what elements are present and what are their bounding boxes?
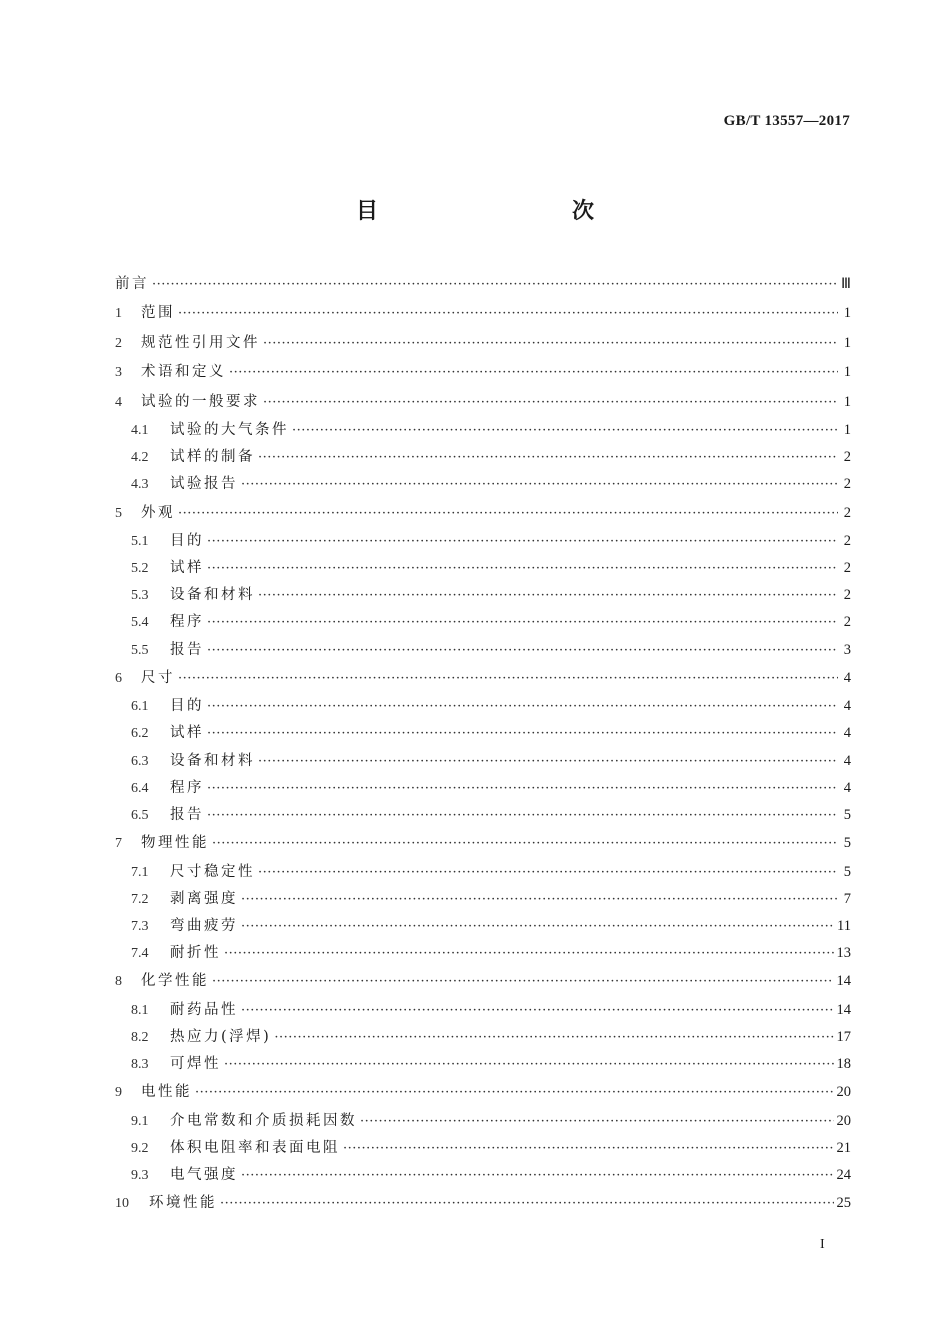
toc-entry[interactable] — [115, 802, 851, 829]
toc-entry-number: 9.2 — [131, 1140, 149, 1156]
toc-entry-number: 8.3 — [131, 1057, 149, 1073]
toc-entry-page: 3 — [843, 641, 851, 658]
toc-entry-number: 7.3 — [131, 918, 149, 934]
toc-entry-page: 18 — [836, 1056, 851, 1073]
toc-entry-page: 7 — [843, 890, 851, 907]
toc-leader-dots — [258, 859, 838, 886]
toc-entry-page: 2 — [843, 532, 851, 549]
toc-entry-number: 6.5 — [131, 807, 149, 823]
toc-leader-dots — [241, 886, 838, 913]
toc-entry-label: 试验的一般要求 — [141, 393, 260, 410]
toc-entry-label: 试样 — [170, 560, 204, 577]
toc-leader-dots — [258, 748, 838, 775]
toc-entry-label: 术语和定义 — [141, 364, 226, 381]
toc-entry-number: 8 — [115, 974, 122, 990]
toc-entry-page: 11 — [837, 917, 851, 934]
toc-entry-number: 6.2 — [131, 726, 149, 742]
toc-entry[interactable] — [115, 471, 851, 498]
toc-entry-number: 3 — [115, 365, 122, 381]
toc-entry-page: 5 — [843, 835, 851, 852]
toc-entry[interactable] — [115, 859, 851, 886]
toc-leader-dots — [241, 997, 834, 1024]
toc-leader-dots — [258, 444, 838, 471]
toc-entry-label: 报告 — [170, 806, 204, 823]
toc-leader-dots — [274, 1024, 833, 1051]
toc-entry[interactable] — [115, 299, 851, 328]
toc-entry-number: 6 — [115, 670, 122, 686]
toc-leader-dots — [241, 471, 838, 498]
toc-entry[interactable] — [115, 444, 851, 471]
toc-leader-dots — [343, 1135, 834, 1162]
table-of-contents — [115, 270, 851, 1219]
toc-leader-dots — [224, 940, 834, 967]
toc-entry-number: 5.3 — [131, 588, 149, 604]
toc-entry-number: 6.3 — [131, 753, 149, 769]
toc-entry[interactable] — [115, 358, 851, 387]
toc-entry-page: 14 — [836, 973, 851, 990]
toc-entry-page: 21 — [836, 1139, 851, 1156]
toc-entry-page: 4 — [843, 725, 851, 742]
toc-leader-dots — [207, 802, 838, 829]
toc-entry-number: 9.1 — [131, 1113, 149, 1129]
toc-entry[interactable] — [115, 499, 851, 528]
toc-entry-label: 试样的制备 — [170, 449, 255, 466]
toc-entry[interactable] — [115, 913, 851, 940]
toc-entry-label: 电性能 — [141, 1084, 192, 1101]
toc-entry-label: 化学性能 — [141, 973, 209, 990]
page-title: 目 次 — [355, 199, 644, 224]
toc-entry-label: 设备和材料 — [170, 752, 255, 769]
toc-leader-dots — [207, 609, 838, 636]
toc-leader-dots — [207, 693, 838, 720]
toc-entry-label: 目的 — [170, 532, 204, 549]
toc-entry-page: 5 — [843, 806, 851, 823]
toc-entry-page: 1 — [843, 393, 851, 410]
toc-entry-label: 剥离强度 — [170, 890, 238, 907]
toc-entry[interactable] — [115, 1135, 851, 1162]
toc-entry[interactable] — [115, 555, 851, 582]
toc-entry-number: 7.2 — [131, 891, 149, 907]
toc-leader-dots — [241, 913, 834, 940]
toc-entry-number: 7.1 — [131, 864, 149, 880]
toc-entry-label: 外观 — [141, 504, 175, 521]
toc-entry-label: 介电常数和介质损耗因数 — [170, 1112, 357, 1129]
toc-entry[interactable] — [115, 967, 851, 996]
toc-entry-label: 热应力(浮焊) — [170, 1028, 272, 1045]
toc-entry[interactable] — [115, 329, 851, 358]
toc-entry-page: Ⅲ — [841, 276, 851, 292]
toc-entry-page: 2 — [843, 504, 851, 521]
toc-leader-dots — [258, 582, 838, 609]
toc-entry-page: 2 — [843, 560, 851, 577]
toc-entry-label: 程序 — [170, 614, 204, 631]
toc-entry[interactable] — [115, 664, 851, 693]
toc-entry-label: 规范性引用文件 — [141, 334, 260, 351]
toc-entry-label: 目的 — [170, 698, 204, 715]
toc-entry[interactable] — [115, 940, 851, 967]
toc-leader-dots — [178, 499, 838, 528]
toc-entry-page: 1 — [843, 305, 851, 322]
toc-entry-number: 5 — [115, 505, 122, 521]
toc-entry[interactable] — [115, 1162, 851, 1189]
toc-entry-number: 10 — [115, 1196, 129, 1212]
toc-leader-dots — [207, 528, 838, 555]
toc-leader-dots — [241, 1162, 834, 1189]
toc-entry-page: 4 — [843, 669, 851, 686]
toc-entry-page: 13 — [836, 945, 851, 962]
toc-entry[interactable] — [115, 637, 851, 664]
toc-leader-dots — [207, 637, 838, 664]
toc-entry-number: 8.2 — [131, 1029, 149, 1045]
toc-entry-label: 前言 — [115, 276, 149, 292]
toc-leader-dots — [212, 829, 838, 858]
page-number: I — [820, 1237, 825, 1252]
toc-entry-number: 5.5 — [131, 642, 149, 658]
toc-entry-label: 体积电阻率和表面电阻 — [170, 1139, 340, 1156]
toc-entry-label: 试样 — [170, 725, 204, 742]
toc-entry-label: 环境性能 — [149, 1195, 217, 1212]
toc-entry-number: 5.1 — [131, 533, 149, 549]
toc-entry-label: 试验报告 — [170, 476, 238, 493]
toc-leader-dots — [195, 1078, 834, 1107]
toc-leader-dots — [292, 417, 838, 444]
toc-entry-label: 耐药品性 — [170, 1001, 238, 1018]
toc-entry-page: 1 — [843, 364, 851, 381]
toc-entry[interactable] — [115, 1189, 851, 1218]
toc-entry-page: 4 — [843, 779, 851, 796]
toc-entry[interactable] — [115, 748, 851, 775]
toc-entry-number: 6.1 — [131, 699, 149, 715]
toc-entry-page: 2 — [843, 476, 851, 493]
toc-entry-label: 程序 — [170, 779, 204, 796]
toc-entry-number: 1 — [115, 306, 122, 322]
toc-leader-dots — [220, 1189, 834, 1218]
toc-entry-number: 7 — [115, 836, 122, 852]
toc-entry-label: 设备和材料 — [170, 587, 255, 604]
toc-entry[interactable] — [115, 775, 851, 802]
toc-entry-number: 7.4 — [131, 946, 149, 962]
toc-entry-label: 弯曲疲劳 — [170, 917, 238, 934]
toc-entry-page: 17 — [836, 1028, 851, 1045]
toc-leader-dots — [207, 555, 838, 582]
toc-entry[interactable] — [115, 1051, 851, 1078]
toc-entry-page: 4 — [843, 698, 851, 715]
toc-leader-dots — [212, 967, 834, 996]
toc-entry-label: 试验的大气条件 — [170, 421, 289, 438]
toc-entry[interactable] — [115, 1108, 851, 1135]
toc-entry-number: 6.4 — [131, 780, 149, 796]
toc-entry[interactable] — [115, 1078, 851, 1107]
toc-leader-dots — [224, 1051, 834, 1078]
toc-entry-page: 2 — [843, 587, 851, 604]
toc-leader-dots — [360, 1108, 834, 1135]
toc-entry-label: 范围 — [141, 305, 175, 322]
toc-entry-page: 14 — [836, 1001, 851, 1018]
toc-entry-label: 可焊性 — [170, 1056, 221, 1073]
toc-leader-dots — [178, 299, 838, 328]
toc-entry[interactable] — [115, 582, 851, 609]
toc-leader-dots — [207, 720, 838, 747]
toc-entry-page: 1 — [843, 421, 851, 438]
toc-entry-page: 1 — [843, 334, 851, 351]
toc-entry-page: 20 — [836, 1084, 851, 1101]
toc-entry[interactable] — [115, 528, 851, 555]
toc-entry-label: 尺寸 — [141, 669, 175, 686]
toc-entry-page: 20 — [836, 1112, 851, 1129]
toc-entry-number: 8.1 — [131, 1002, 149, 1018]
toc-entry-page: 25 — [836, 1195, 851, 1212]
toc-entry-number: 2 — [115, 335, 122, 351]
toc-entry-label: 物理性能 — [141, 835, 209, 852]
toc-leader-dots — [207, 775, 838, 802]
toc-entry-label: 尺寸稳定性 — [170, 863, 255, 880]
toc-entry[interactable] — [115, 609, 851, 636]
toc-entry[interactable] — [115, 997, 851, 1024]
toc-entry[interactable] — [115, 388, 851, 417]
toc-leader-dots — [152, 270, 838, 299]
toc-leader-dots — [229, 358, 838, 387]
toc-entry-number: 5.4 — [131, 615, 149, 631]
toc-leader-dots — [178, 664, 838, 693]
toc-entry-number: 4.2 — [131, 450, 149, 466]
toc-entry-page: 2 — [843, 614, 851, 631]
toc-entry-label: 报告 — [170, 641, 204, 658]
toc-entry-label: 耐折性 — [170, 945, 221, 962]
toc-entry-page: 24 — [836, 1167, 851, 1184]
toc-entry-number: 4.3 — [131, 477, 149, 493]
toc-leader-dots — [263, 329, 838, 358]
toc-entry-page: 2 — [843, 449, 851, 466]
toc-entry[interactable] — [115, 1024, 851, 1051]
toc-entry[interactable] — [115, 829, 851, 858]
toc-entry[interactable] — [115, 270, 851, 299]
toc-entry[interactable] — [115, 417, 851, 444]
toc-leader-dots — [263, 388, 838, 417]
toc-entry-number: 4.1 — [131, 422, 149, 438]
toc-entry-page: 5 — [843, 863, 851, 880]
toc-entry-page: 4 — [843, 752, 851, 769]
toc-entry-number: 5.2 — [131, 561, 149, 577]
toc-entry[interactable] — [115, 886, 851, 913]
toc-entry[interactable] — [115, 693, 851, 720]
toc-entry[interactable] — [115, 720, 851, 747]
toc-entry-number: 9.3 — [131, 1168, 149, 1184]
standard-code: GB/T 13557—2017 — [723, 113, 850, 129]
toc-entry-number: 9 — [115, 1085, 122, 1101]
toc-entry-label: 电气强度 — [170, 1167, 238, 1184]
toc-entry-number: 4 — [115, 394, 122, 410]
